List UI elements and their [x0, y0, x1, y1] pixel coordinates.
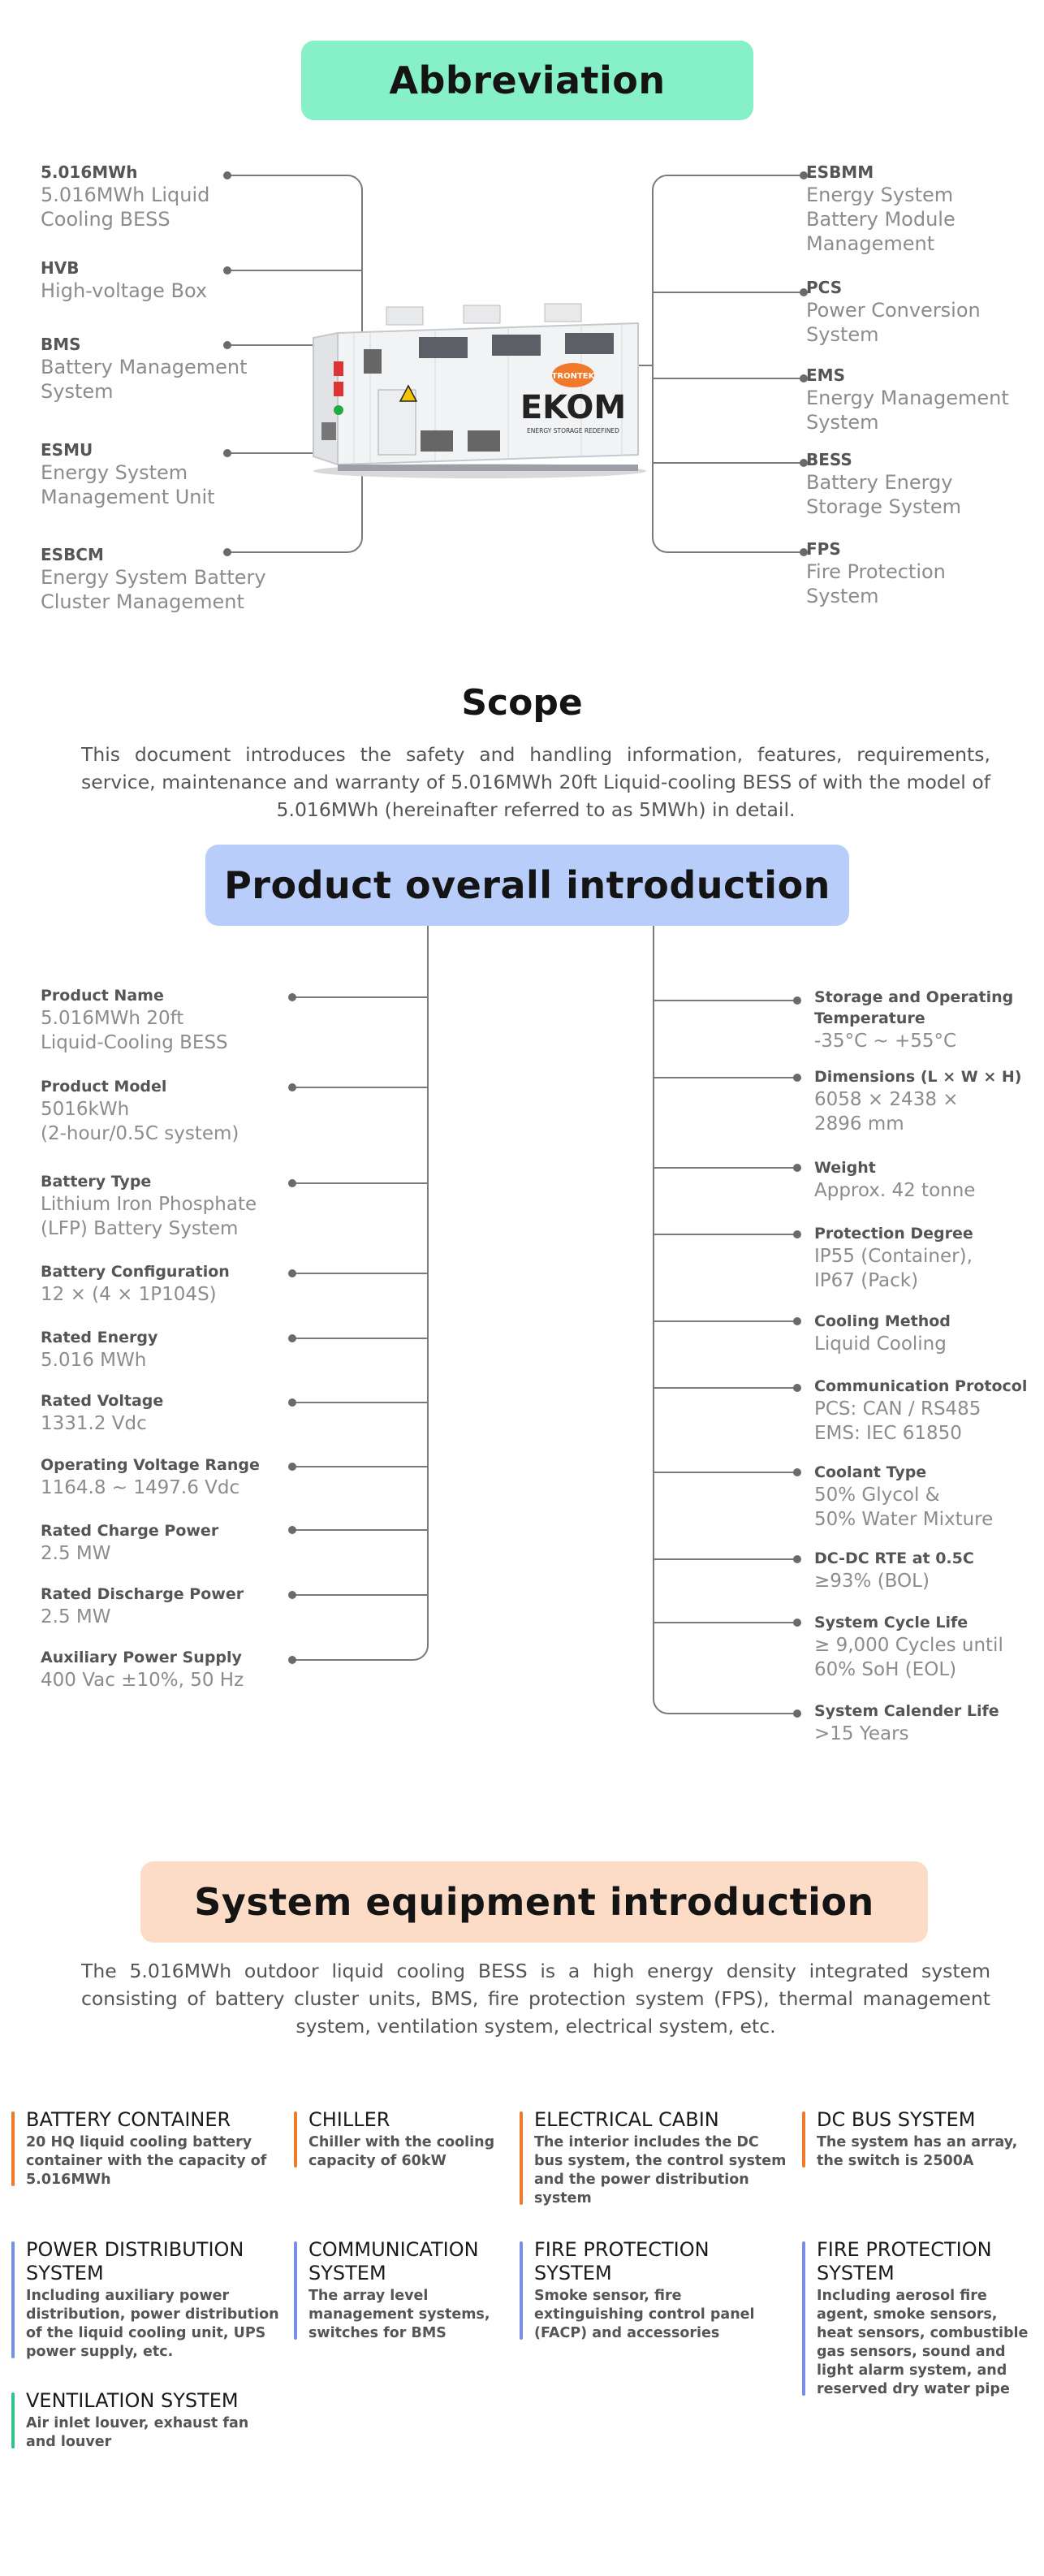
spec-communication-protocol: Communication Protocol PCS: CAN / RS485 EMS: IEC 61850 [814, 1377, 1028, 1444]
abbr-item-bms: BMS Battery Management System [41, 335, 248, 403]
abbr-item-esbmm: ESBMM Energy System Battery Module Management [806, 162, 956, 255]
ekom-logo: EKOM [520, 389, 627, 426]
equipment-text: The 5.016MWh outdoor liquid cooling BESS is a high energy density integrated system consisting of battery cluster units, BMS, fire protection system (FPS), thermal management system, ventilation system, electrical system, etc. [81, 1960, 990, 2038]
card-fire-protection-system-1: FIRE PROTECTION SYSTEM Smoke sensor, fire extinguishing control panel (FACP) and accessories [520, 2238, 763, 2343]
spec-weight: Weight Approx. 42 tonne [814, 1159, 976, 1201]
card-electrical-cabin: ELECTRICAL CABIN The interior includes the DC bus system, the control system and the power distribution system [520, 2108, 787, 2208]
spec-cycle-life: System Cycle Life ≥ 9,000 Cycles until 60% SoH (EOL) [814, 1614, 1003, 1680]
abbr-item-5016mwh: 5.016MWh 5.016MWh Liquid Cooling BESS [41, 162, 210, 231]
abbr-item-fps: FPS Fire Protection System [806, 539, 946, 607]
spec-temperature: Storage and Operating Temperature -35°C ~ +55°C [814, 988, 1014, 1052]
abbr-item-esmu: ESMU Energy System Management Unit [41, 440, 215, 508]
card-power-distribution-system: POWER DISTRIBUTION SYSTEM Including auxiliary power distribution, power distribution of the liquid cooling unit, UPS power supply, etc. [11, 2238, 279, 2362]
spec-auxiliary-power-supply: Auxiliary Power Supply 400 Vac ±10%, 50 Hz [41, 1649, 244, 1691]
card-chiller: CHILLER Chiller with the cooling capacity of 60kW [294, 2108, 505, 2171]
spec-product-model: Product Model 5016kWh (2-hour/0.5C system) [41, 1078, 239, 1144]
ekom-tagline: ENERGY STORAGE REDEFINED [527, 427, 619, 434]
abbr-item-ems: EMS Energy Management System [806, 365, 1009, 434]
abbr-item-esbcm: ESBCM Energy System Battery Cluster Management [41, 545, 266, 613]
spec-calender-life: System Calender Life >15 Years [814, 1702, 999, 1744]
spec-cooling-method: Cooling Method Liquid Cooling [814, 1312, 951, 1355]
spec-rte: DC-DC RTE at 0.5C ≥93% (BOL) [814, 1549, 974, 1592]
spec-product-name: Product Name 5.016MWh 20ft Liquid-Cooling BESS [41, 987, 228, 1053]
spec-operating-voltage-range: Operating Voltage Range 1164.8 ~ 1497.6 Vdc [41, 1456, 260, 1498]
spec-rated-discharge-power: Rated Discharge Power 2.5 MW [41, 1585, 244, 1627]
abbr-item-bess: BESS Battery Energy Storage System [806, 450, 962, 518]
spec-battery-configuration: Battery Configuration 12 × (4 × 1P104S) [41, 1263, 230, 1305]
card-communication-system: COMMUNICATION SYSTEM The array level management systems, switches for BMS [294, 2238, 513, 2343]
card-fire-protection-system-2: FIRE PROTECTION SYSTEM Including aerosol fire agent, smoke sensors, heat sensors, combustible gas sensors, sound and light alarm system, and reserved dry water pipe [802, 2238, 1038, 2399]
spec-rated-voltage: Rated Voltage 1331.2 Vdc [41, 1392, 164, 1434]
spec-rated-charge-power: Rated Charge Power 2.5 MW [41, 1522, 219, 1564]
spec-battery-type: Battery Type Lithium Iron Phosphate (LFP) Battery System [41, 1173, 257, 1239]
scope-title: Scope [461, 682, 583, 724]
card-battery-container: BATTERY CONTAINER 20 HQ liquid cooling battery container with the capacity of 5.016MWh [11, 2108, 271, 2189]
equipment-title: System equipment introduction [140, 1861, 928, 1943]
abbr-item-pcs: PCS Power Conversion System [806, 278, 981, 346]
scope-text: This document introduces the safety and handling information, features, requirements, service, maintenance and warranty of 5.016MWh 20ft Liquid-cooling BESS of with the model of 5.016MWh (hereinafter referred to as 5MWh) in detail. [81, 743, 990, 821]
product-title: Product overall introduction [205, 845, 849, 926]
card-ventilation-system: VENTILATION SYSTEM Air inlet louver, exhaust fan and louver [11, 2389, 271, 2452]
abbreviation-title: Abbreviation [301, 41, 753, 120]
bess-container-image [305, 300, 654, 479]
spec-coolant-type: Coolant Type 50% Glycol & 50% Water Mixture [814, 1463, 994, 1530]
spec-rated-energy: Rated Energy 5.016 MWh [41, 1329, 158, 1371]
card-dc-bus-system: DC BUS SYSTEM The system has an array, the switch is 2500A [802, 2108, 1038, 2171]
spec-protection-degree: Protection Degree IP55 (Container), IP67 (Pack) [814, 1225, 973, 1291]
abbr-item-hvb: HVB High-voltage Box [41, 258, 208, 302]
trontek-logo: TRONTEK [551, 372, 595, 381]
spec-dimensions: Dimensions (L × W × H) 6058 × 2438 × 2896 mm [814, 1068, 1022, 1135]
